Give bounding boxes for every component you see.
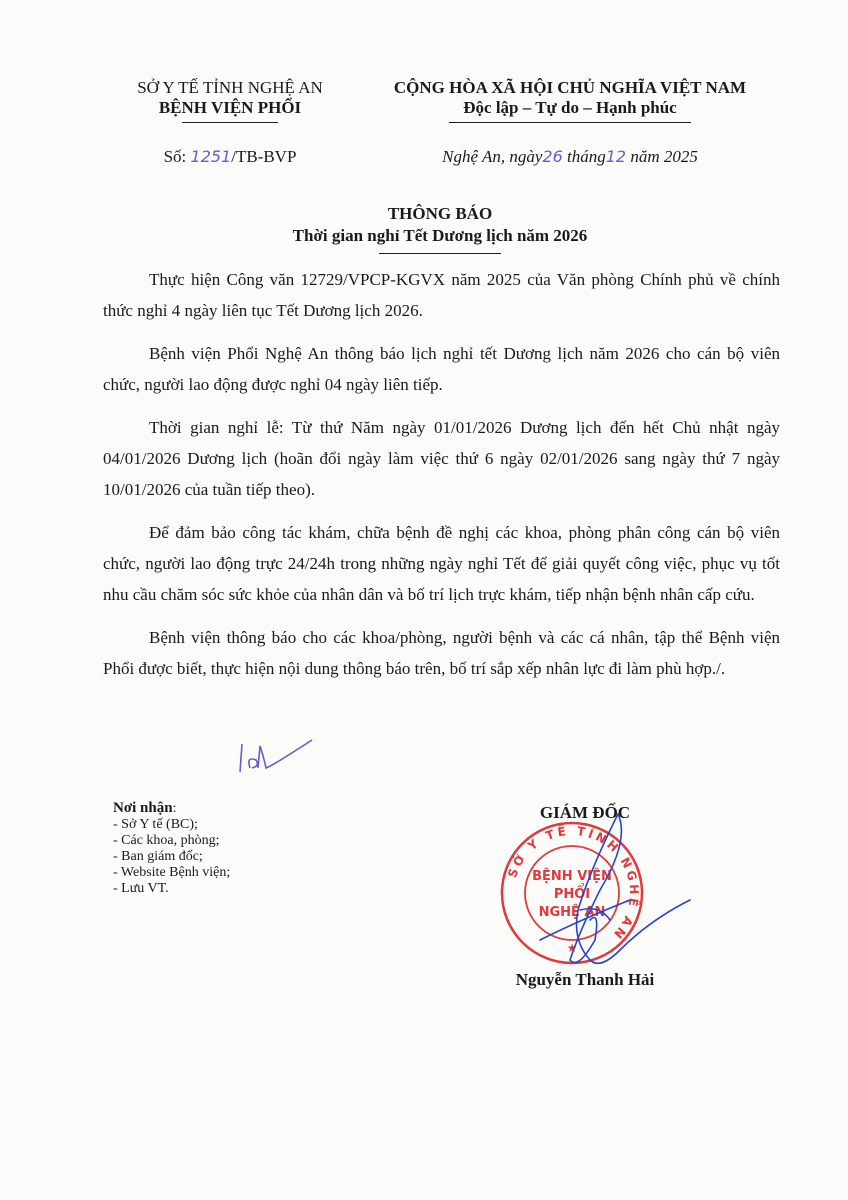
recipient-item: - Lưu VT.: [113, 881, 169, 896]
document-title-block: [100, 203, 780, 254]
body-paragraph: Thời gian nghỉ lễ: Từ thứ Năm ngày 01/01/2026 Dương lịch đến hết Chủ nhật ngày 04/01/2026 Dương lịch (hoãn đổi ngày làm việc thứ 6 ngày 02/01/2026 sang ngày thứ 7 ngày 10/01/2026 của tuần tiếp theo).: [103, 418, 780, 499]
body-paragraph: Để đảm bảo công tác khám, chữa bệnh đề nghị các khoa, phòng phân công cán bộ viên chức, người lao động trực 24/24h trong những ngày nghỉ Tết để giải quyết công việc, phục vụ tốt nhu cầu chăm sóc sức khỏe của nhân dân và bố trí lịch trực khám, tiếp nhận bệnh nhân cấp cứu.: [103, 523, 780, 604]
agency-name: SỞ Y TẾ TỈNH NGHỆ AN: [137, 78, 323, 97]
issuing-agency-block: [100, 78, 360, 123]
stamp-center-line: NGHỆ AN: [538, 905, 606, 920]
national-header-block: [360, 78, 780, 123]
doc-number-prefix: Số:: [163, 147, 191, 166]
handwritten-initials: [236, 738, 316, 778]
date-place: Nghệ An, ngày: [442, 147, 543, 166]
body-paragraph: Bệnh viện Phổi Nghệ An thông báo lịch nghỉ tết Dương lịch năm 2026 cho cán bộ viên chức, người lao động được nghỉ 04 ngày liên tiếp.: [103, 344, 780, 394]
recipients-colon: :: [172, 801, 177, 816]
national-motto: Độc lập – Tự do – Hạnh phúc: [463, 98, 677, 117]
stamp-ring-text: SỞ Y TẾ TỈNH NGHỆ AN: [505, 823, 642, 944]
date-day-handwritten: 26: [542, 147, 563, 166]
signer-title: GIÁM ĐỐC: [539, 803, 631, 822]
date-year: năm 2025: [626, 147, 698, 166]
body-paragraph: Thực hiện Công văn 12729/VPCP-KGVX năm 2025 của Văn phòng Chính phủ về chính thức nghỉ 4 ngày liên tục Tết Dương lịch 2026.: [103, 270, 780, 320]
document-subtitle: Thời gian nghỉ Tết Dương lịch năm 2026: [292, 226, 588, 245]
body-paragraph: Bệnh viện thông báo cho các khoa/phòng, người bệnh và các cá nhân, tập thể Bệnh viện Phổi được biết, thực hiện nội dung thông báo trên, bố trí sắp xếp nhân lực đi làm phù hợp./.: [103, 628, 780, 678]
handwritten-signature: [520, 810, 700, 980]
doc-number-handwritten: 1251: [190, 147, 232, 166]
date-month-handwritten: 12: [605, 147, 627, 166]
issue-date: [360, 147, 780, 167]
doc-number-suffix: /TB-BVP: [231, 147, 297, 166]
recipients-block: [113, 800, 230, 897]
recipients-heading: Nơi nhận: [113, 800, 173, 816]
document-number: [100, 147, 360, 167]
country-name: CỘNG HÒA XÃ HỘI CHỦ NGHĨA VIỆT NAM: [393, 78, 747, 97]
recipient-item: - Website Bệnh viện;: [113, 865, 231, 880]
signer-name: Nguyễn Thanh Hải: [515, 970, 655, 989]
document-title: THÔNG BÁO: [387, 204, 493, 223]
date-month-label: tháng: [562, 147, 606, 166]
recipient-item: - Sở Y tế (BC);: [113, 817, 198, 832]
stamp-center-line: PHỔI: [553, 887, 591, 902]
unit-name: BỆNH VIỆN PHỔI: [158, 98, 302, 117]
title-underline: [379, 253, 501, 254]
motto-underline: [449, 122, 691, 123]
unit-underline: [182, 122, 278, 123]
recipient-item: - Ban giám đốc;: [113, 849, 203, 864]
stamp-center-line: BỆNH VIỆN: [532, 869, 612, 884]
recipient-item: - Các khoa, phòng;: [113, 833, 220, 848]
stamp-star-icon: ★: [566, 941, 578, 955]
document-body: [103, 264, 780, 696]
